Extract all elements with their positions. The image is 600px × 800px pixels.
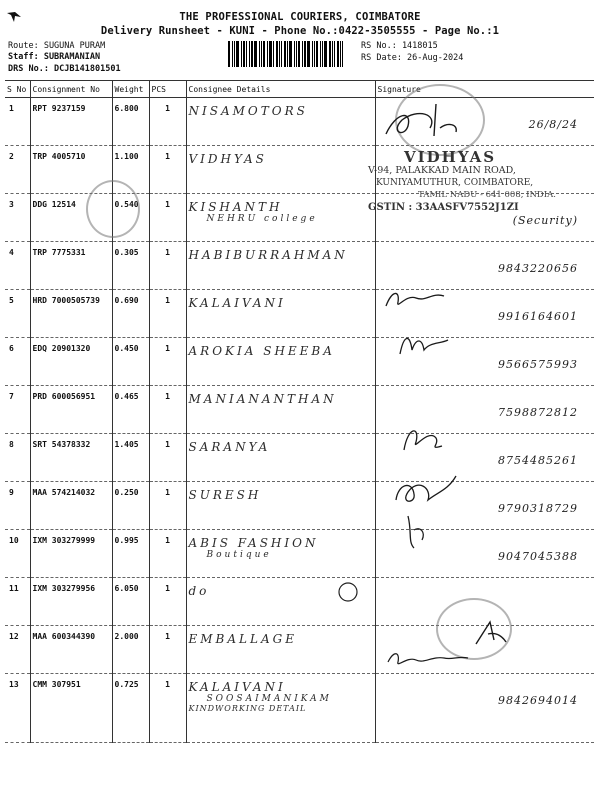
row-weight: 0.465 xyxy=(112,386,149,434)
row-pcs: 1 xyxy=(149,674,186,743)
consignee-note: KINDWORKING DETAIL xyxy=(188,704,307,713)
barcode-bar xyxy=(324,41,327,67)
barcode-bar xyxy=(273,41,274,67)
signature-phone: 26/8/24 xyxy=(528,118,578,131)
drs-label: DRS No.: DCJB141801501 xyxy=(8,64,121,74)
barcode-bar xyxy=(232,41,233,67)
signature-scribble xyxy=(382,284,472,312)
row-consignment: DDG 12514 xyxy=(30,194,112,242)
signature-phone: 9843220656 xyxy=(498,262,578,275)
barcode-bar xyxy=(337,41,339,67)
row-consignee xyxy=(186,98,375,146)
col-consignment: Consignment No xyxy=(30,81,112,98)
row-consignment: RPT 9237159 xyxy=(30,98,112,146)
row-pcs: 1 xyxy=(149,146,186,194)
row-sno: 1 xyxy=(5,98,30,146)
row-consignment: SRT 54378332 xyxy=(30,434,112,482)
row-consignee xyxy=(186,530,375,578)
barcode-bar xyxy=(307,41,310,67)
barcode-bar xyxy=(296,41,297,67)
consignee-note: NEHRU college xyxy=(206,214,318,224)
stamp-address-line1: V-94, PALAKKAD MAIN ROAD, xyxy=(368,165,516,176)
row-sno: 5 xyxy=(5,290,30,338)
row-sno: 2 xyxy=(5,146,30,194)
row-weight: 0.725 xyxy=(112,674,149,743)
col-signature: Signature xyxy=(375,81,594,98)
row-consignment: EDQ 20901320 xyxy=(30,338,112,386)
row-consignee xyxy=(186,146,375,194)
table-row xyxy=(5,242,594,290)
row-consignee xyxy=(186,338,375,386)
barcode-bar xyxy=(263,41,265,67)
table-header-row xyxy=(5,81,594,98)
row-pcs: 1 xyxy=(149,434,186,482)
rs-number: RS No.: 1418015 xyxy=(361,41,438,51)
row-sno: 9 xyxy=(5,482,30,530)
row-sno: 3 xyxy=(5,194,30,242)
barcode-bar xyxy=(302,41,303,67)
row-weight: 0.305 xyxy=(112,242,149,290)
stamp-business-name: VIDHYAS xyxy=(404,148,497,166)
stamp-address-line2: KUNIYAMUTHUR, COIMBATORE, xyxy=(376,178,534,188)
row-signature xyxy=(375,194,594,242)
consignee-name: do xyxy=(188,584,210,598)
row-weight: 6.800 xyxy=(112,98,149,146)
barcode-bar xyxy=(340,41,341,67)
signature-scribble xyxy=(378,98,498,144)
row-weight: 2.000 xyxy=(112,626,149,674)
barcode-bar xyxy=(332,41,333,67)
row-consignment: TRP 7775331 xyxy=(30,242,112,290)
barcode-bar xyxy=(312,41,313,67)
row-consignee xyxy=(186,386,375,434)
row-weight: 0.250 xyxy=(112,482,149,530)
barcode-bar xyxy=(284,41,286,67)
row-weight: 1.405 xyxy=(112,434,149,482)
table-row xyxy=(5,338,594,386)
row-pcs: 1 xyxy=(149,530,186,578)
barcode-bar xyxy=(267,41,268,67)
row-sno: 10 xyxy=(5,530,30,578)
table-row xyxy=(5,482,594,530)
row-consignment: IXM 303279999 xyxy=(30,530,112,578)
signature-scribble xyxy=(402,512,432,552)
row-sno: 6 xyxy=(5,338,30,386)
signature-scribble xyxy=(384,648,474,670)
col-sno: S No xyxy=(5,81,30,98)
barcode-bar xyxy=(246,41,247,67)
row-consignment: MAA 600344390 xyxy=(30,626,112,674)
row-consignment: PRD 600056951 xyxy=(30,386,112,434)
signature-phone: 9916164601 xyxy=(498,310,578,323)
row-consignment: CMM 307951 xyxy=(30,674,112,743)
row-pcs: 1 xyxy=(149,626,186,674)
barcode-bar xyxy=(322,41,323,67)
row-pcs: 1 xyxy=(149,242,186,290)
barcode-bar xyxy=(279,41,280,67)
table-row xyxy=(5,98,594,146)
consignee-name: SURESH xyxy=(188,488,262,502)
row-signature xyxy=(375,674,594,743)
consignee-name: AROKIA SHEEBA xyxy=(188,344,335,358)
barcode-bar xyxy=(320,41,321,67)
row-pcs: 1 xyxy=(149,482,186,530)
signature-scribble xyxy=(470,616,510,650)
barcode-bar xyxy=(228,41,230,67)
company-title: THE PROFESSIONAL COURIERS, COIMBATORE xyxy=(179,11,421,23)
row-pcs: 1 xyxy=(149,98,186,146)
row-consignee xyxy=(186,194,375,242)
row-weight: 6.050 xyxy=(112,578,149,626)
consignee-name: HABIBURRAHMAN xyxy=(188,248,348,262)
row-sno: 7 xyxy=(5,386,30,434)
row-consignment: MAA 574214032 xyxy=(30,482,112,530)
signature-phone: 8754485261 xyxy=(498,454,578,467)
barcode-bar xyxy=(259,41,260,67)
consignee-name: MANIANANTHAN xyxy=(188,392,337,406)
consignee-name: NISAMOTORS xyxy=(188,104,308,118)
barcode-bar xyxy=(298,41,300,67)
row-pcs: 1 xyxy=(149,578,186,626)
signature-scribble xyxy=(392,470,462,510)
col-consignee: Consignee Details xyxy=(186,81,375,98)
signature-phone: 9842694014 xyxy=(498,694,578,707)
barcode-bar xyxy=(236,41,239,67)
barcode-bar xyxy=(342,41,343,67)
row-consignee xyxy=(186,482,375,530)
consignee-name: KISHANTH xyxy=(188,200,283,214)
barcode-bar xyxy=(254,41,257,67)
row-sno: 4 xyxy=(5,242,30,290)
barcode-bar xyxy=(251,41,253,67)
row-consignee xyxy=(186,242,375,290)
signature-scribble xyxy=(396,330,456,360)
row-pcs: 1 xyxy=(149,194,186,242)
signature-phone: 9566575993 xyxy=(498,358,578,371)
barcode-bar xyxy=(304,41,306,67)
row-consignee xyxy=(186,626,375,674)
row-sno: 13 xyxy=(5,674,30,743)
row-sno: 8 xyxy=(5,434,30,482)
consignee-name: KALAIVANI xyxy=(188,296,286,310)
barcode-bar xyxy=(249,41,250,67)
row-weight: 0.450 xyxy=(112,338,149,386)
row-signature xyxy=(375,242,594,290)
consignee-note: Boutique xyxy=(206,550,272,560)
row-consignee xyxy=(186,434,375,482)
barcode-bar xyxy=(261,41,262,67)
row-pcs: 1 xyxy=(149,338,186,386)
barcode-bar xyxy=(287,41,288,67)
staff-label: Staff: SUBRAMANIAN xyxy=(8,52,101,62)
signature-phone: 7598872812 xyxy=(498,406,578,419)
row-pcs: 1 xyxy=(149,290,186,338)
table-row xyxy=(5,386,594,434)
table-row xyxy=(5,290,594,338)
consignee-note: SOOSAIMANIKAM xyxy=(206,694,332,704)
barcode-bar xyxy=(241,41,242,67)
barcode-bar xyxy=(334,41,335,67)
row-weight: 1.100 xyxy=(112,146,149,194)
table-row xyxy=(5,530,594,578)
row-weight: 0.540 xyxy=(112,194,149,242)
table-row xyxy=(5,434,594,482)
circle-mark xyxy=(336,580,360,604)
row-pcs: 1 xyxy=(149,386,186,434)
drs-barcode xyxy=(228,41,358,67)
barcode-bar xyxy=(234,41,235,67)
signature-phone: (Security) xyxy=(512,214,578,227)
consignee-name: VIDHYAS xyxy=(188,152,267,166)
table-row xyxy=(5,674,594,743)
row-consignment: HRD 7000505739 xyxy=(30,290,112,338)
barcode-bar xyxy=(281,41,282,67)
stamp-gstin: GSTIN : 33AASFV7552J1ZI xyxy=(368,202,519,213)
barcode-bar xyxy=(243,41,245,67)
stamp-address-line3: TAMIL NADU - 641 008, INDIA. xyxy=(418,190,556,200)
barcode-bar xyxy=(294,41,295,67)
row-weight: 0.690 xyxy=(112,290,149,338)
consignee-name: EMBALLAGE xyxy=(188,632,297,646)
row-sno: 11 xyxy=(5,578,30,626)
barcode-bar xyxy=(289,41,292,67)
col-pcs: PCS xyxy=(149,81,186,98)
row-consignment: TRP 4005710 xyxy=(30,146,112,194)
signature-scribble xyxy=(398,420,448,456)
signature-phone: 9790318729 xyxy=(498,502,578,515)
barcode-bar xyxy=(269,41,272,67)
route-label: Route: SUGUNA PURAM xyxy=(8,41,106,51)
signature-phone xyxy=(378,584,593,598)
consignee-name: SARANYA xyxy=(188,440,271,454)
barcode-bar xyxy=(329,41,331,67)
row-sno: 12 xyxy=(5,626,30,674)
rs-date: RS Date: 26-Aug-2024 xyxy=(361,53,464,63)
cbe-postal-stamp xyxy=(86,180,140,238)
runsheet-subtitle: Delivery Runsheet - KUNI - Phone No.:0422-3505555 - Page No.:1 xyxy=(100,25,500,37)
barcode-bar xyxy=(316,41,318,67)
row-consignee xyxy=(186,674,375,743)
barcode-bar xyxy=(314,41,315,67)
signature-phone: 9047045388 xyxy=(498,550,578,563)
col-weight: Weight xyxy=(112,81,149,98)
row-weight: 0.995 xyxy=(112,530,149,578)
consignee-name: ABIS FASHION xyxy=(188,536,319,550)
row-consignee xyxy=(186,290,375,338)
row-consignment: IXM 303279956 xyxy=(30,578,112,626)
barcode-bar xyxy=(276,41,278,67)
consignee-name: KALAIVANI xyxy=(188,680,286,694)
